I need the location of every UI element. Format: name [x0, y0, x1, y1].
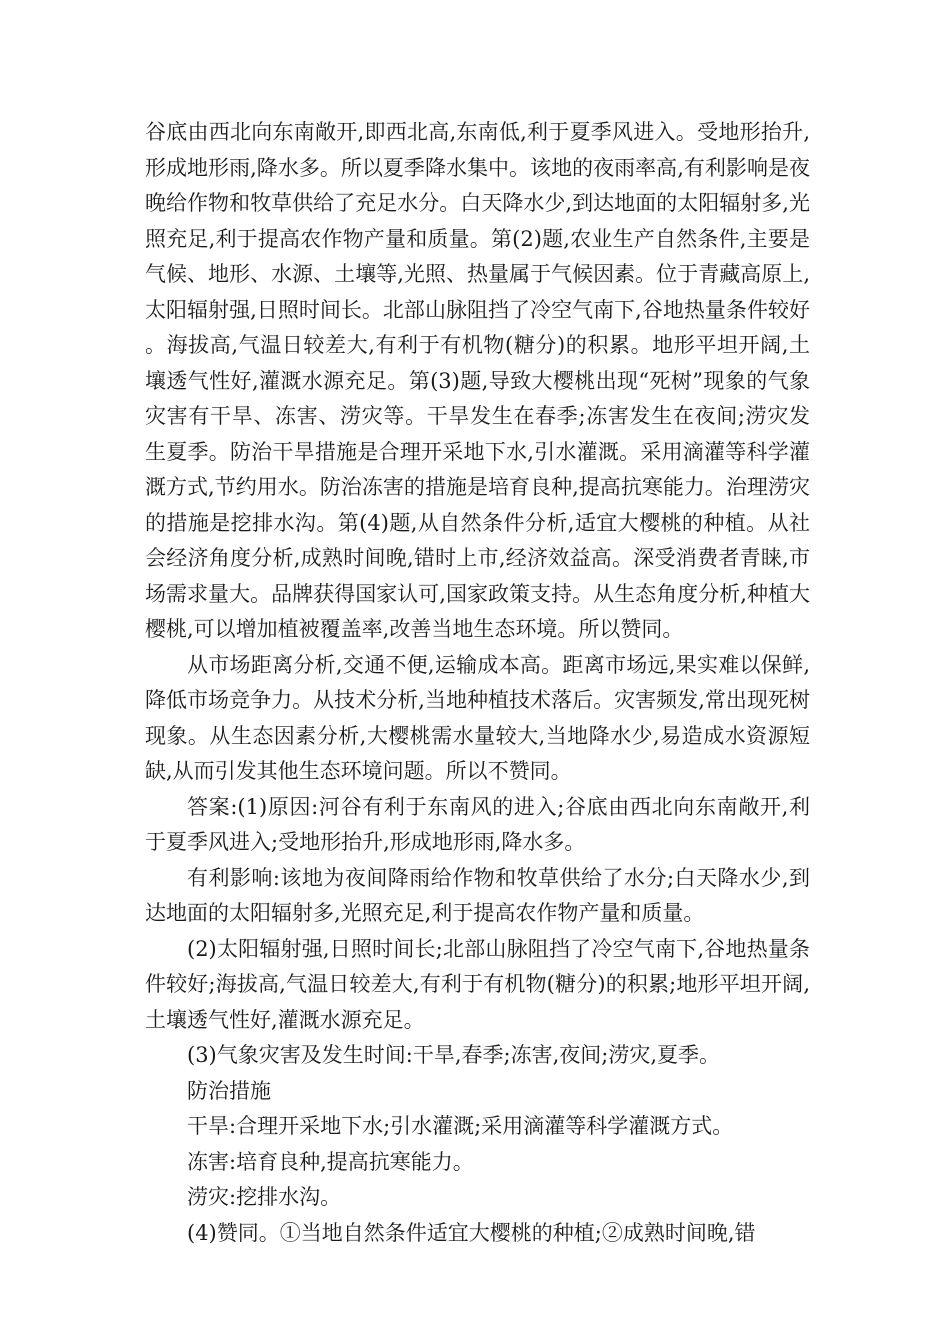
paragraph-prevention-heading: 防治措施: [187, 1078, 271, 1103]
paragraph-analysis: 谷底由西北向东南敞开,即西北高,东南低,利于夏季风进入。受地形抬升,形成地形雨,降水多。所以夏季降水集中。该地的夜雨率高,有利影响是夜晚给作物和牧草供给了充足水分。白天降水少,到达地面的太阳辐射多,光照充足,利于提高农作物产量和质量。第(2)题,农业生产自然条件,主要是气候、地形、水源、土壤等,光照、热量属于气候因素。位于青藏高原上,太阳辐射强,日照时间长。北部山脉阻挡了冷空气南下,谷地热量条件较好。海拔高,气温日较差大,有利于有机物(糖分)的积累。地形平坦开阔,土壤透气性好,灌溉水源充足。第(3)题,导致大樱桃出现“死树”现象的气象灾害有干旱、冻害、涝灾等。干旱发生在春季;冻害发生在夜间;涝灾发生夏季。防治干旱措施是合理开采地下水,引水灌溉。采用滴灌等科学灌溉方式,节约用水。防治冻害的措施是培育良种,提高抗寒能力。治理涝灾的措施是挖排水沟。第(4)题,从自然条件分析,适宜大樱桃的种植。从社会经济角度分析,成熟时间晚,错时上市,经济效益高。深受消费者青睐,市场需求量大。品牌获得国家认可,国家政策支持。从生态角度分析,种植大樱桃,可以增加植被覆盖率,改善当地生态环境。所以赞同。: [145, 120, 810, 641]
paragraph-answer-4: (4)赞同。①当地自然条件适宜大樱桃的种植;②成熟时间晚,错: [187, 1220, 756, 1245]
paragraph-answer-1-reason: 答案:(1)原因:河谷有利于东南风的进入;谷底由西北向东南敞开,利于夏季风进入;受地形抬升,形成地形雨,降水多。: [145, 794, 810, 854]
paragraph-answer-1-impact: 有利影响:该地为夜间降雨给作物和牧草供给了水分;白天降水少,到达地面的太阳辐射多,光照充足,利于提高农作物产量和质量。: [145, 865, 810, 925]
document-body: [145, 115, 810, 1251]
paragraph-answer-3: (3)气象灾害及发生时间:干旱,春季;冻害,夜间;涝灾,夏季。: [187, 1043, 720, 1067]
paragraph-answer-2: (2)太阳辐射强,日照时间长;北部山脉阻挡了冷空气南下,谷地热量条件较好;海拔高,气温日较差大,有利于有机物(糖分)的积累;地形平坦开阔,土壤透气性好,灌溉水源充足。: [145, 936, 810, 1032]
paragraph-frost-measures: 冻害:培育良种,提高抗寒能力。: [187, 1149, 474, 1174]
paragraph-flood-measures: 涝灾:挖排水沟。: [187, 1185, 342, 1209]
paragraph-disagree-analysis: 从市场距离分析,交通不便,运输成本高。距离市场远,果实难以保鲜,降低市场竞争力。从技术分析,当地种植技术落后。灾害频发,常出现死树现象。从生态因素分析,大樱桃需水量较大,当地降水少,易造成水资源短缺,从而引发其他生态环境问题。所以不赞同。: [145, 652, 810, 783]
paragraph-drought-measures: 干旱:合理开采地下水;引水灌溉;采用滴灌等科学灌溉方式。: [187, 1114, 734, 1138]
